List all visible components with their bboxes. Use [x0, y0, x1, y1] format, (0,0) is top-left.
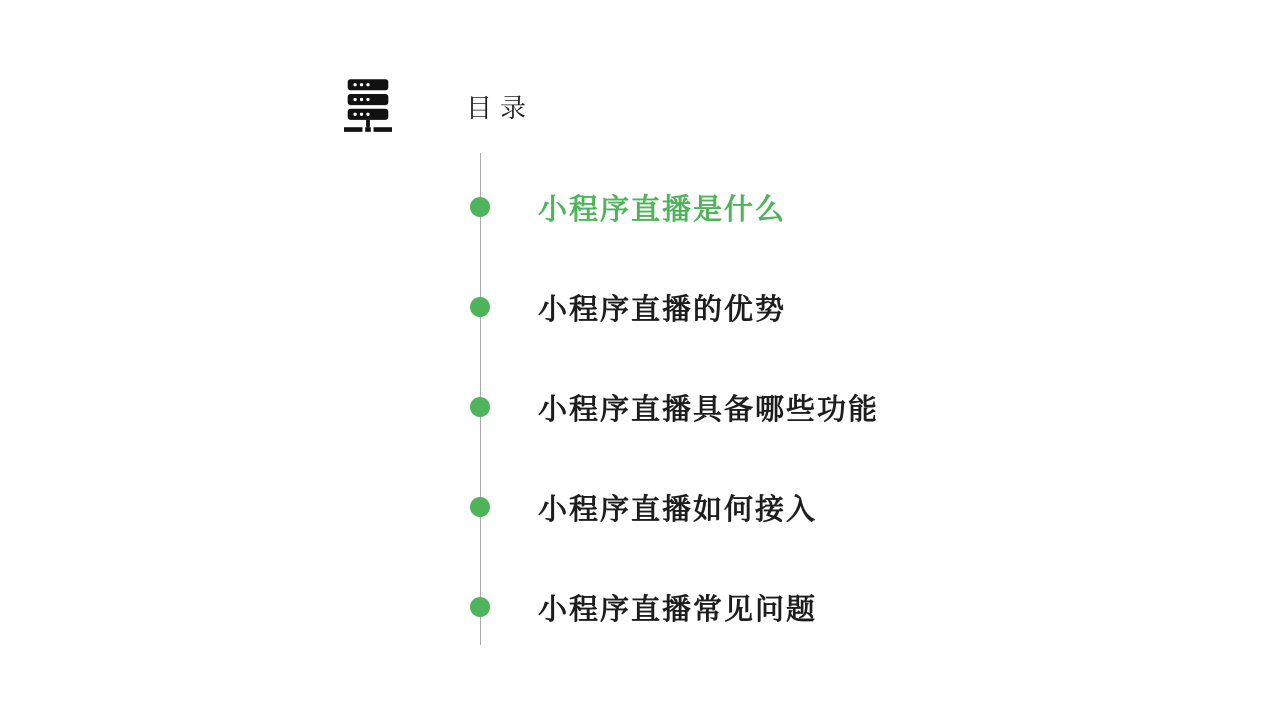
toc-item-label: 小程序直播的优势 — [538, 293, 787, 326]
toc-item — [470, 157, 879, 257]
toc-item — [470, 457, 879, 557]
bullet-dot-icon — [470, 397, 490, 417]
toc-item — [470, 257, 879, 357]
bullet-dot-icon — [470, 197, 490, 217]
bullet-dot-icon — [470, 497, 490, 517]
bullet-dot-icon — [470, 297, 490, 317]
toc-item — [470, 557, 879, 657]
bullet-dot-icon — [470, 597, 490, 617]
page-title: 目录 — [466, 93, 535, 123]
toc-item-label: 小程序直播如何接入 — [538, 493, 818, 526]
server-stack-icon — [344, 78, 392, 134]
toc-item-label: 小程序直播具备哪些功能 — [538, 393, 880, 426]
toc-item-label: 小程序直播是什么 — [538, 193, 787, 226]
toc-item — [470, 357, 879, 457]
toc-item-label: 小程序直播常见问题 — [538, 593, 818, 626]
toc-list — [470, 157, 879, 657]
